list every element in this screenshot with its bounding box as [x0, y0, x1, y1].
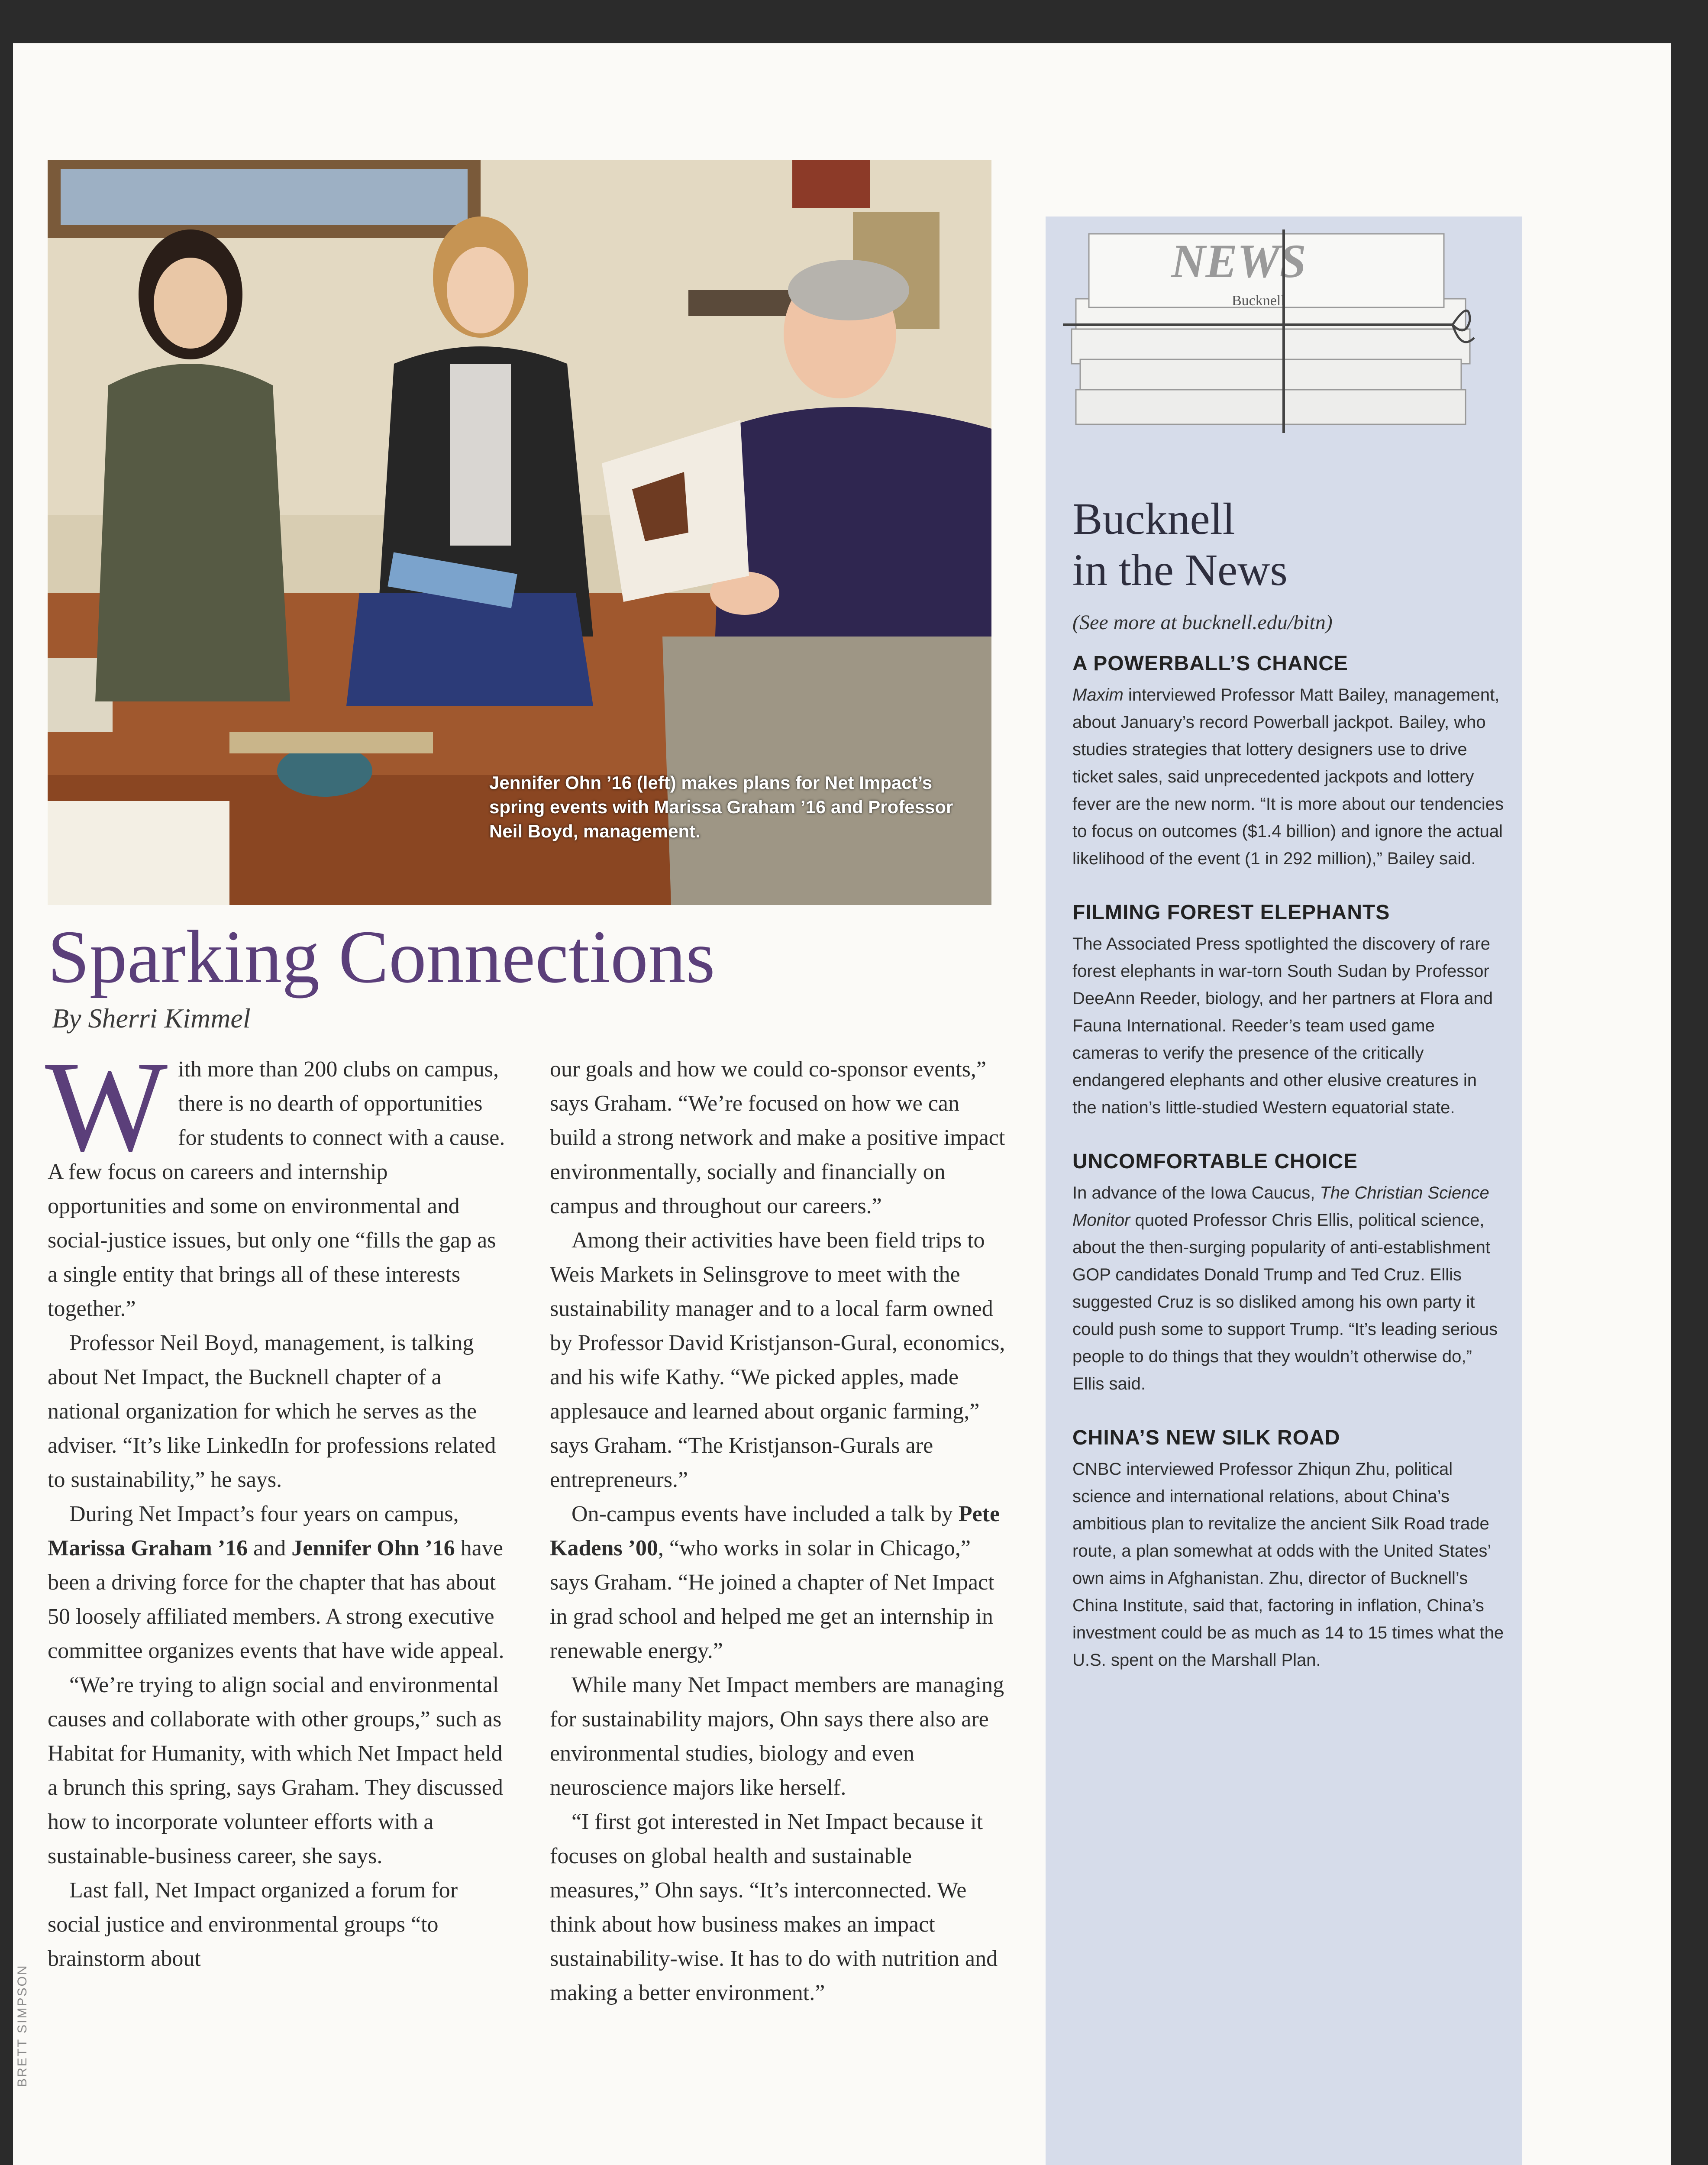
story-heading: UNCOMFORTABLE CHOICE [1072, 1150, 1358, 1173]
sidebar-title-line: Bucknell [1072, 494, 1235, 544]
story-heading: FILMING FOREST ELEPHANTS [1072, 901, 1390, 924]
story-text: The Associated Press spotlighted the discovery of rare forest elephants in war-torn South Sudan by Professor DeeAnn Reeder, biology, and her partners at Flora and Fauna International. Reeder’s team used game cameras to verify the presence of the critically endangered elephants and other elusive creatures in the nation’s little-studied Western equatorial state. [1072, 934, 1493, 1117]
paragraph-text: During Net Impact’s four years on campus, [69, 1502, 459, 1526]
paragraph: Professor Neil Boyd, management, is talking about Net Impact, the Bucknell chapter of a national organization for which he serves as the adviser. “It’s like LinkedIn for professions related to sustainability,” he says. [48, 1331, 496, 1492]
article-photo [48, 160, 991, 905]
sidebar-stories [1072, 650, 1505, 1700]
article-column-2 [550, 1052, 1009, 2010]
paragraph: “I first got interested in Net Impact because it focuses on global health and sustainable measures,” Ohn says. “It’s interconnected. We think about how business makes an impact sustainability-wise. It has to do with nutrition and making a better environment.” [550, 1810, 998, 2005]
paragraph [45, 1034, 507, 1326]
paragraph-text: , “who works in solar in Chicago,” says Graham. “He joined a chapter of Net Impact in grad school and helped me get an internship in renewable energy.” [550, 1536, 994, 1663]
magazine-page [13, 43, 1671, 2165]
article-headline: Sparking Connections [48, 915, 715, 998]
sidebar-title-line: in the News [1072, 545, 1288, 595]
photo-credit: BRETT SIMPSON [15, 1964, 29, 2087]
news-story [1072, 898, 1505, 1121]
outlet-name: The Christian Science Monitor [1072, 1183, 1489, 1230]
story-body: interviewed Professor Matt Bailey, management, about January’s record Powerball jackpot. Bailey, who studies strategies that lottery designers use to drive ticket sales, said unprecedented jackpots and lottery fever are the new norm. “It is more about our tendencies to focus on outcomes ($1.4 billion) and ignore the actual likelihood of the event (1 in 292 million),” Bailey said. [1072, 685, 1504, 868]
paragraph-text: ith more than 200 clubs on campus, there is no dearth of opportunities for students to connect with a cause. A few focus on careers and internship opportunities and some on environmental and social-justice issues, but only one “fills the gap as a single entity that brings all of these interests together.” [48, 1057, 505, 1321]
drop-cap: W [45, 1034, 168, 1178]
paragraph [48, 1497, 507, 1668]
story-text [1072, 1179, 1505, 1398]
news-story [1072, 650, 1505, 872]
story-body: In advance of the Iowa Caucus, [1072, 1183, 1320, 1202]
article-column-1 [45, 1034, 507, 1976]
see-more-link: (See more at bucknell.edu/bitn) [1072, 611, 1333, 634]
story-text: CNBC interviewed Professor Zhiqun Zhu, political science and international relations, about China’s ambitious plan to revitalize the ancient Silk Road trade route, a plan somewhat at odds with the United States’ own aims in Afghanistan. Zhu, director of Bucknell’s China Institute, said that, factoring in inflation, China’s investment could be as much as 14 to 15 times what the U.S. spent on the Marshall Plan. [1072, 1460, 1504, 1670]
paragraph-text: and [253, 1536, 286, 1561]
photo-caption: Jennifer Ohn ’16 (left) makes plans for Net Impact’s spring events with Marissa Graham ’16 and Professor Neil Boyd, management. [489, 772, 953, 841]
news-sidebar [1046, 216, 1522, 2165]
sidebar-title [1072, 494, 1505, 596]
paragraph: Last fall, Net Impact organized a forum for social justice and environmental groups “to brainstorm about [48, 1878, 458, 1971]
paragraph: While many Net Impact members are managing for sustainability majors, Ohn says there also are environmental studies, biology and even neuroscience majors like herself. [550, 1673, 1004, 1800]
article-byline: By Sherri Kimmel [52, 1003, 251, 1034]
news-art-masthead: Bucknell [1232, 293, 1285, 309]
news-art-word: NEWS [1171, 235, 1306, 288]
story-heading: A POWERBALL’S CHANCE [1072, 652, 1348, 675]
paragraph-text: On-campus events have included a talk by [571, 1502, 953, 1526]
news-story [1072, 1424, 1505, 1674]
newspaper-stack-illustration [1063, 216, 1496, 476]
paragraph-text: have been a driving force for the chapter that has about 50 loosely affiliated members. A strong executive committee organizes events that have wide appeal. [48, 1536, 504, 1663]
paragraph: Among their activities have been field trips to Weis Markets in Selinsgrove to meet with the sustainability manager and to a local farm owned by Professor David Kristjanson-Gural, economics, and his wife Kathy. “We picked apples, made applesauce and learned about organic farming,” says Graham. “The Kristjanson-Gurals are entrepreneurs.” [550, 1228, 1005, 1492]
paragraph [550, 1497, 1009, 1668]
story-heading: CHINA’S NEW SILK ROAD [1072, 1426, 1340, 1449]
person-name: Marissa Graham ’16 [48, 1536, 248, 1561]
person-name: Pete Kadens ’00 [550, 1502, 1000, 1561]
story-body: quoted Professor Chris Ellis, political science, about the then-surging popularity of anti-establishment GOP candidates Donald Trump and Ted Cruz. Ellis suggested Cruz is so disliked among his own party it could push some to support Trump. “It’s leading serious people to do things that they wouldn’t otherwise do,” Ellis said. [1072, 1211, 1498, 1393]
person-name: Jennifer Ohn ’16 [291, 1536, 455, 1561]
news-story [1072, 1147, 1505, 1398]
paragraph: “We’re trying to align social and environmental causes and collaborate with other groups,” such as Habitat for Humanity, with which Net Impact held a brunch this spring, says Graham. They discussed how to incorporate volunteer efforts with a sustainable-business career, she says. [48, 1673, 503, 1868]
story-text [1072, 682, 1505, 872]
outlet-name: Maxim [1072, 685, 1124, 704]
paragraph: our goals and how we could co-sponsor events,” says Graham. “We’re focused on how we can build a strong network and make a positive impact environmentally, socially and financially on campus and throughout our careers.” [550, 1057, 1005, 1218]
